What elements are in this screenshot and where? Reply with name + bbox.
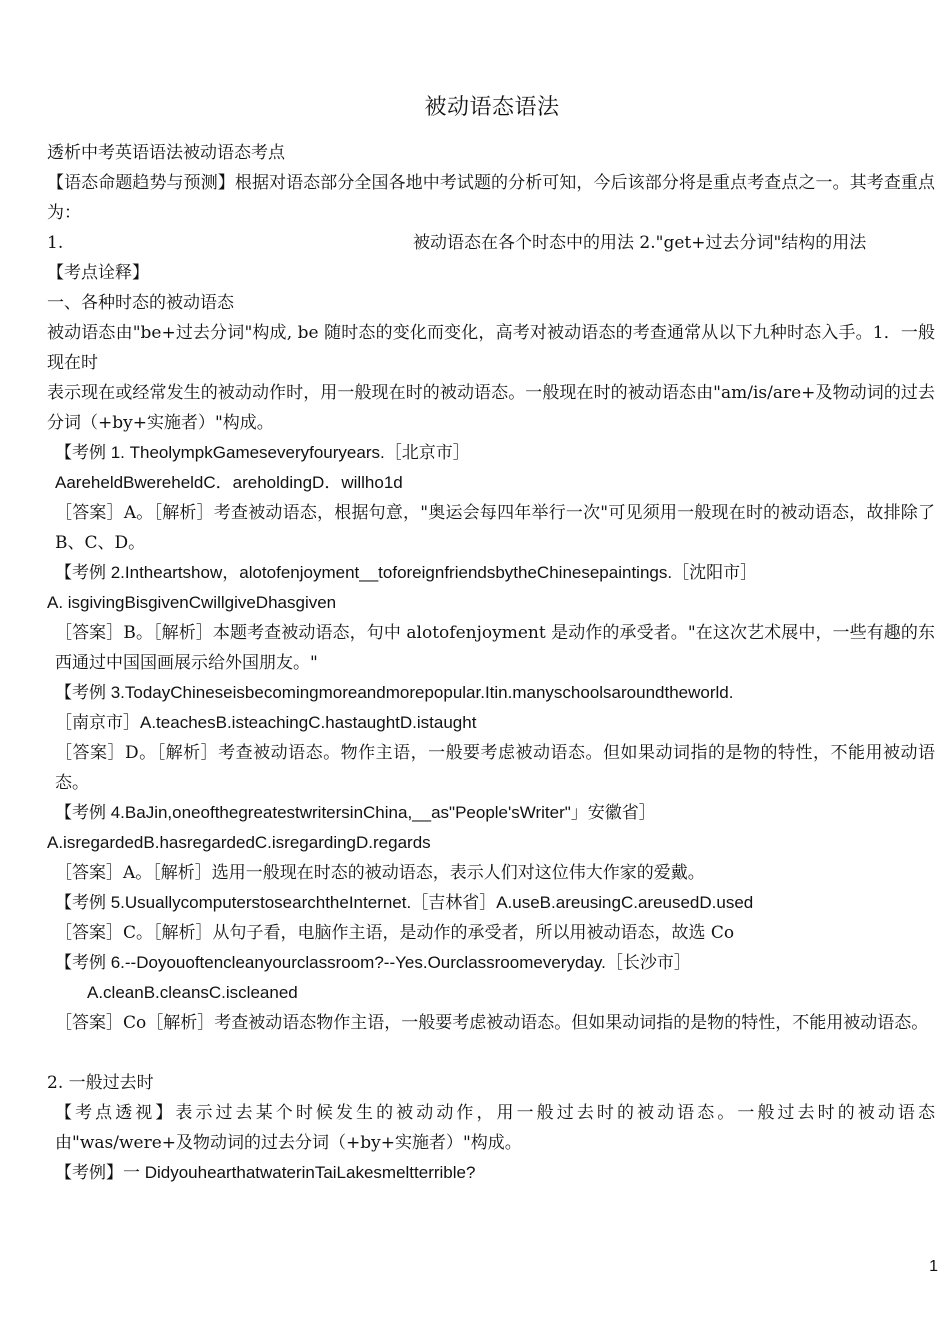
example-1-question: 【考例 1. TheolympkGameseveryfouryears.［北京市］ <box>55 443 470 462</box>
past-simple-paragraph: 【考点透视】表示过去某个时候发生的被动动作，用一般过去时的被动语态。一般过去时的被动语态由"was/were+及物动词的过去分词（+by+实施者）"构成。 <box>55 1103 935 1153</box>
example-4-question: 【考例 4.BaJin,oneofthegreatestwritersinChina,__as"People'sWriter"」安徽省］ <box>55 803 656 822</box>
example-3-answer: ［答案］D。［解析］考查被动语态。物作主语，一般要考虑被动语态。但如果动词指的是物的特性，不能用被动语态。 <box>55 743 935 793</box>
passive-intro-paragraph: 被动语态由"be+过去分词"构成, be 随时态的变化而变化，高考对被动语态的考查通常从以下九种时态入手。1．一般现在时 <box>47 323 935 373</box>
example-3-question: 【考例 3.TodayChineseisbecomingmoreandmorepopular.Itin.manyschoolsaroundtheworld. <box>55 683 734 702</box>
example-6-options: A.cleanB.cleansC.iscleaned <box>87 983 298 1002</box>
past-example-question: 【考例】一 DidyouhearthatwaterinTaiLakesmeltterrible? <box>55 1163 476 1182</box>
focus-point-text: 被动语态在各个时态中的用法 2."get+过去分词"结构的用法 <box>413 233 867 253</box>
example-1-answer: ［答案］A。［解析］考查被动语态，根据句意，"奥运会每四年举行一次"可见须用一般现在时的被动语态，故排除了 B、C、D。 <box>55 503 935 553</box>
example-2-options: A. isgivingBisgivenCwillgiveDhasgiven <box>47 593 337 612</box>
example-4-answer: ［答案］A。［解析］选用一般现在时态的被动语态，表示人们对这位伟大作家的爱戴。 <box>55 863 705 883</box>
section-heading-tenses: 一、各种时态的被动语态 <box>47 293 234 313</box>
example-3-options: ［南京市］A.teachesB.isteachingC.hastaughtD.istaught <box>55 713 477 732</box>
example-6-answer: ［答案］Co［解析］考查被动语态物作主语，一般要考虑被动语态。但如果动词指的是物的特性，不能用被动语态。 <box>55 1013 929 1033</box>
paragraph-gap <box>47 1038 935 1068</box>
document-title: 被动语态语法 <box>424 95 560 120</box>
subtitle-line: 透析中考英语语法被动语态考点 <box>47 143 285 163</box>
example-1-options: AareheldBwereheldC．areholdingD．willho1d <box>55 473 403 492</box>
example-5-question: 【考例 5.UsuallycomputerstosearchtheInternet.［吉林省］A.useB.areusingC.areusedD.used <box>55 893 754 912</box>
example-6-question: 【考例 6.--Doyouoftencleanyourclassroom?--Yes.Ourclassroomeveryday.［长沙市］ <box>55 953 691 972</box>
example-2-question: 【考例 2.Intheartshow，alotofenjoyment__toforeignfriendsbytheChinesepaintings.［沈阳市］ <box>55 563 758 582</box>
example-4-options: A.isregardedB.hasregardedC.isregardingD.regards <box>47 833 431 852</box>
trend-paragraph: 【语态命题趋势与预测】根据对语态部分全国各地中考试题的分析可知，今后该部分将是重点考查点之一。其考查重点为： <box>47 173 935 223</box>
page-number: 1 <box>929 1258 938 1275</box>
section-heading-past-simple: 2. 一般过去时 <box>47 1073 154 1093</box>
present-simple-paragraph: 表示现在或经常发生的被动动作时，用一般现在时的被动语态。一般现在时的被动语态由"am/is/are+及物动词的过去分词（+by+实施者）"构成。 <box>47 383 935 433</box>
focus-point-line <box>47 228 935 258</box>
document-body <box>47 138 935 1188</box>
example-5-answer: ［答案］C。［解析］从句子看，电脑作主语，是动作的承受者，所以用被动语态，故选 Co <box>55 923 735 943</box>
example-2-answer: ［答案］B。［解析］本题考查被动语态，句中 alotofenjoyment 是动作的承受者。"在这次艺术展中，一些有趣的东西通过中国国画展示给外国朋友。" <box>55 623 935 673</box>
focus-point-number: 1. <box>47 233 64 253</box>
section-heading-explain: 【考点诠释】 <box>47 263 149 283</box>
